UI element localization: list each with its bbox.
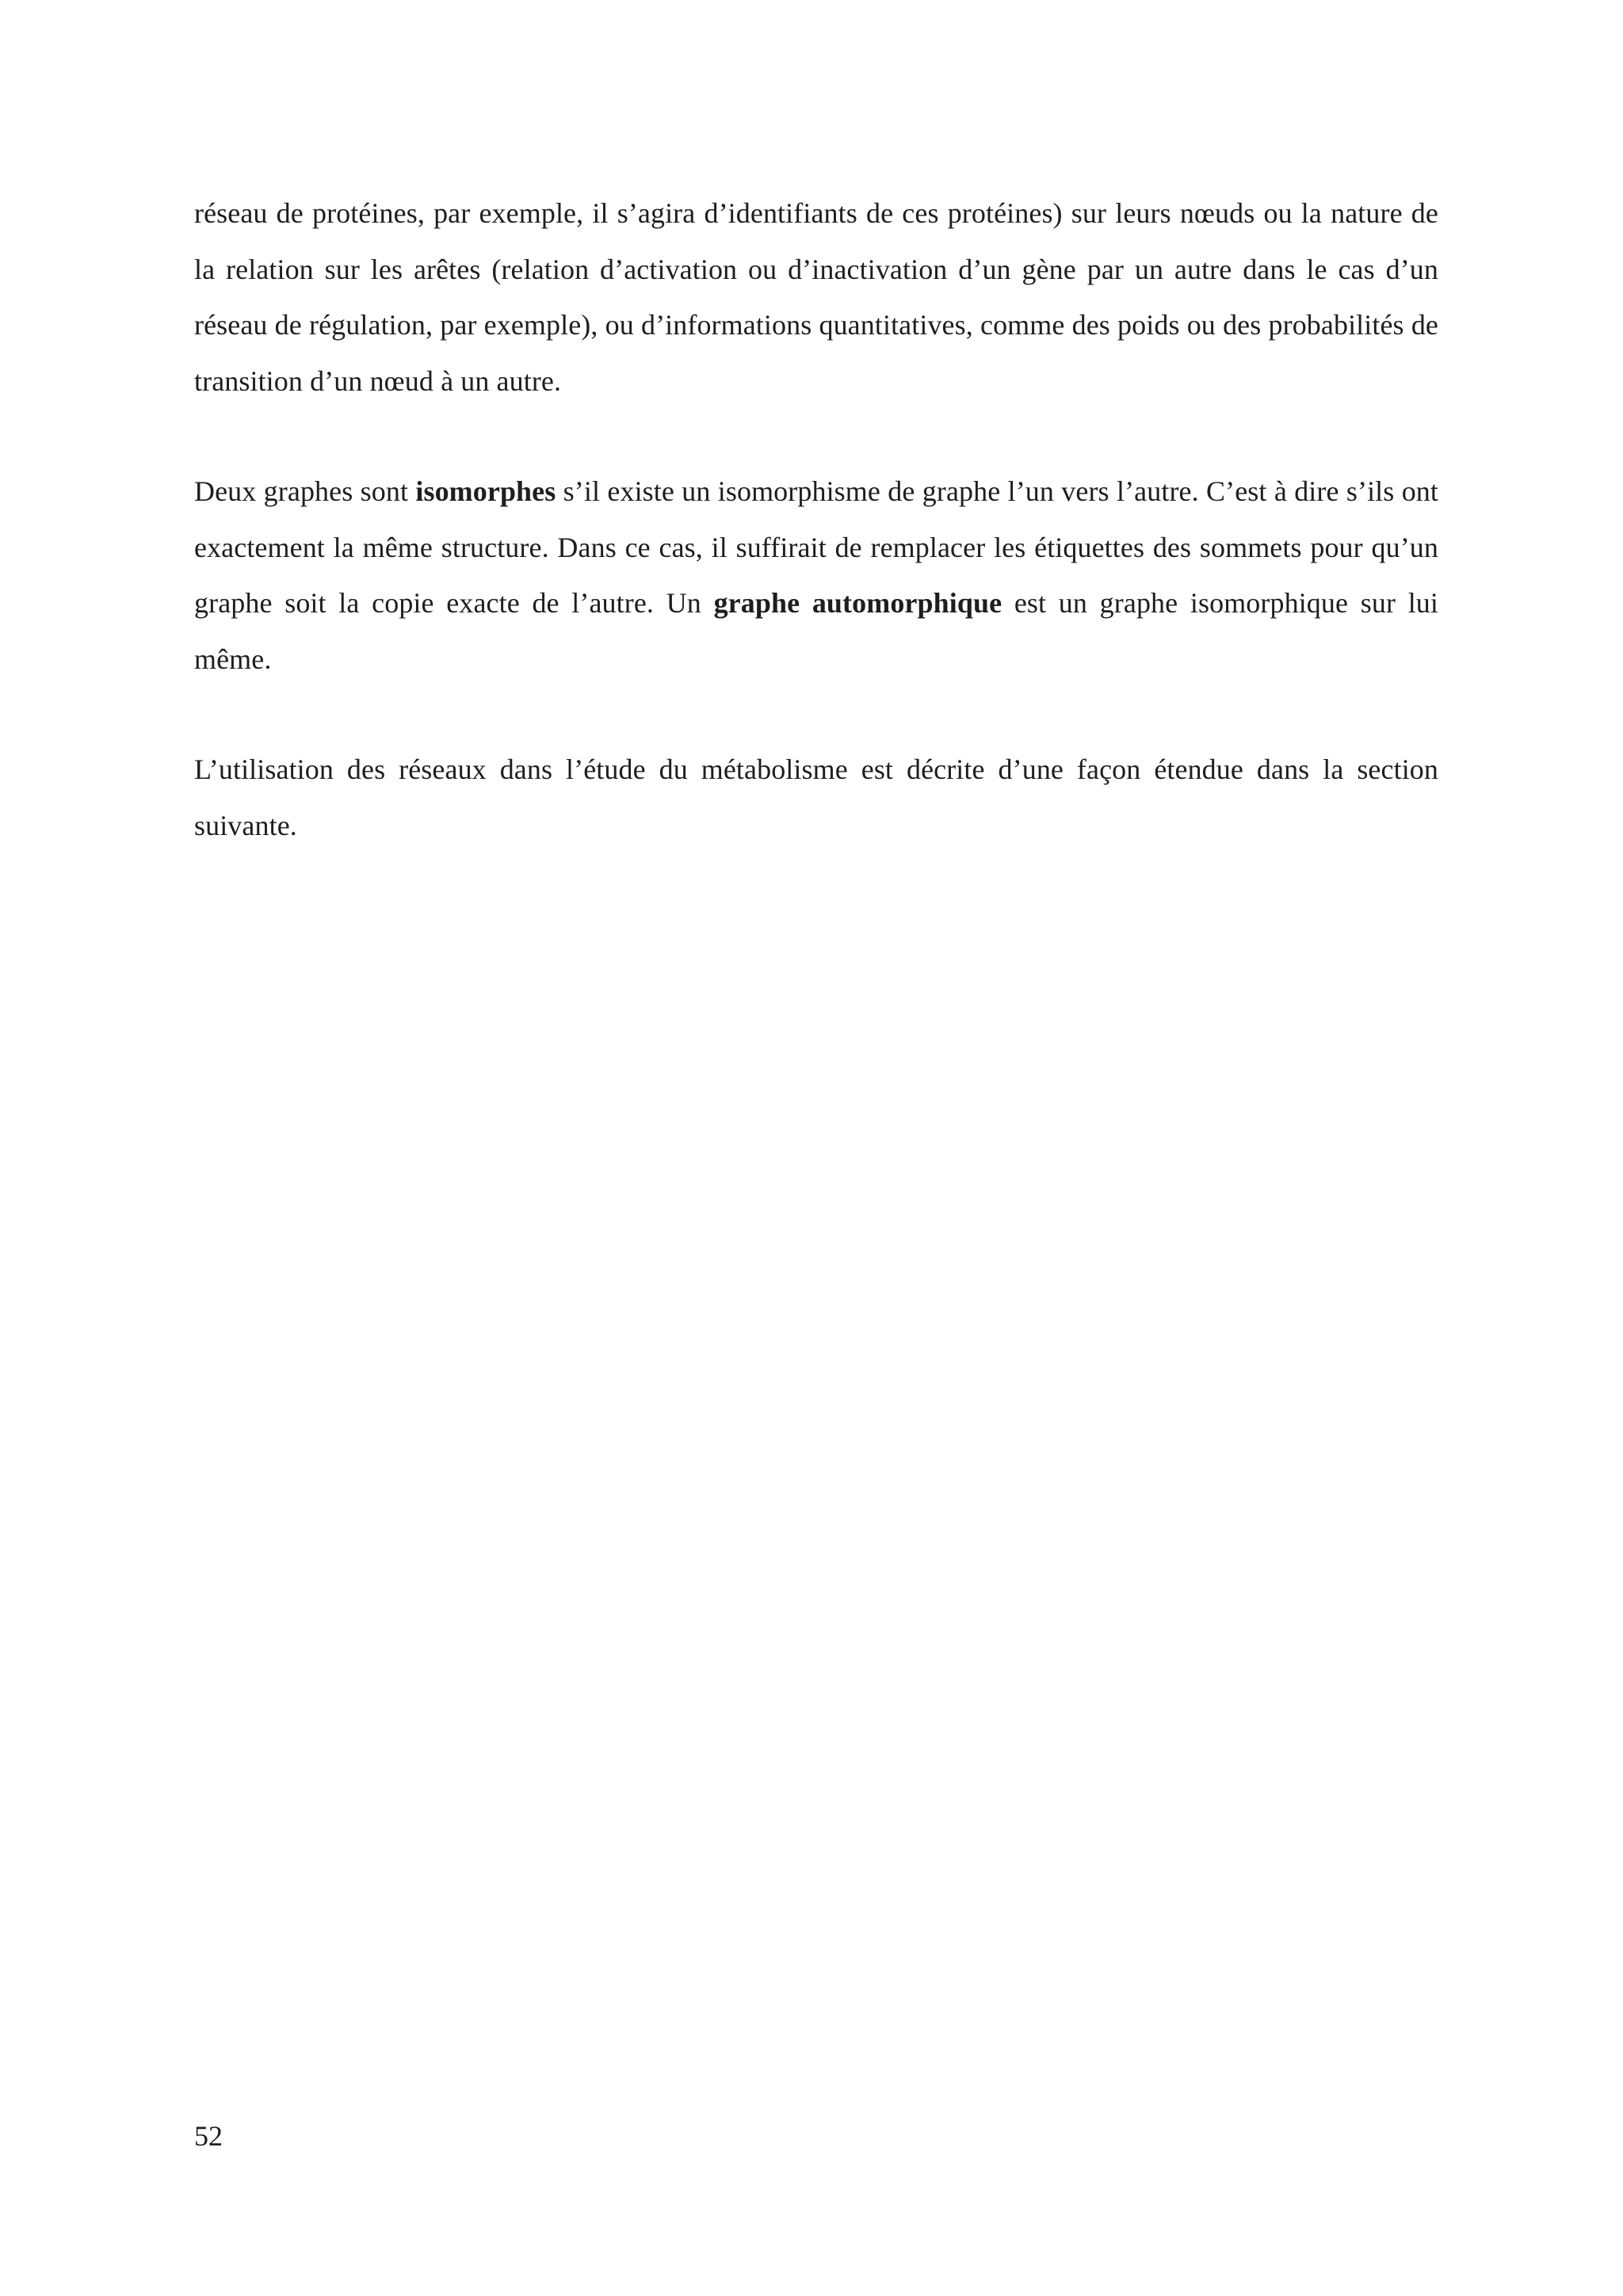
paragraph-2-text-b: s’il existe un isomorphisme de graphe l’un vers l’autre. C’est à dire s’ils ont exactement la même structure. Dans ce cas, il suffirait de remplacer les étiquettes des sommets pour qu’un graphe soit la copie exacte de l’autre. Un — [194, 475, 1438, 619]
term-graphe-automorphique: graphe automorphique — [713, 587, 1002, 619]
paragraph-2-text-a: Deux graphes sont — [194, 475, 416, 507]
paragraph-2-text-c: est un graphe isomorphique sur lui même. — [194, 587, 1439, 675]
paragraph-3-text: L’utilisation des réseaux dans l’étude du métabolisme est décrite d’une façon étendue dans la section suivante. — [194, 753, 1438, 841]
paragraph-1 — [194, 185, 1438, 409]
term-isomorphes: isomorphes — [415, 475, 556, 507]
paragraph-3 — [194, 742, 1438, 853]
page-number: 52 — [194, 2120, 223, 2152]
paragraph-1-text: réseau de protéines, par exemple, il s’agira d’identifiants de ces protéines) sur leurs nœuds ou la nature de la relation sur les arêtes (relation d’activation ou d’inactivation d’un gène par un autre dans le cas d’un réseau de régulation, par exemple), ou d’informations quantitatives, comme des poids ou des probabilités de transition d’un nœud à un autre. — [194, 197, 1438, 397]
paragraph-2 — [194, 463, 1438, 687]
